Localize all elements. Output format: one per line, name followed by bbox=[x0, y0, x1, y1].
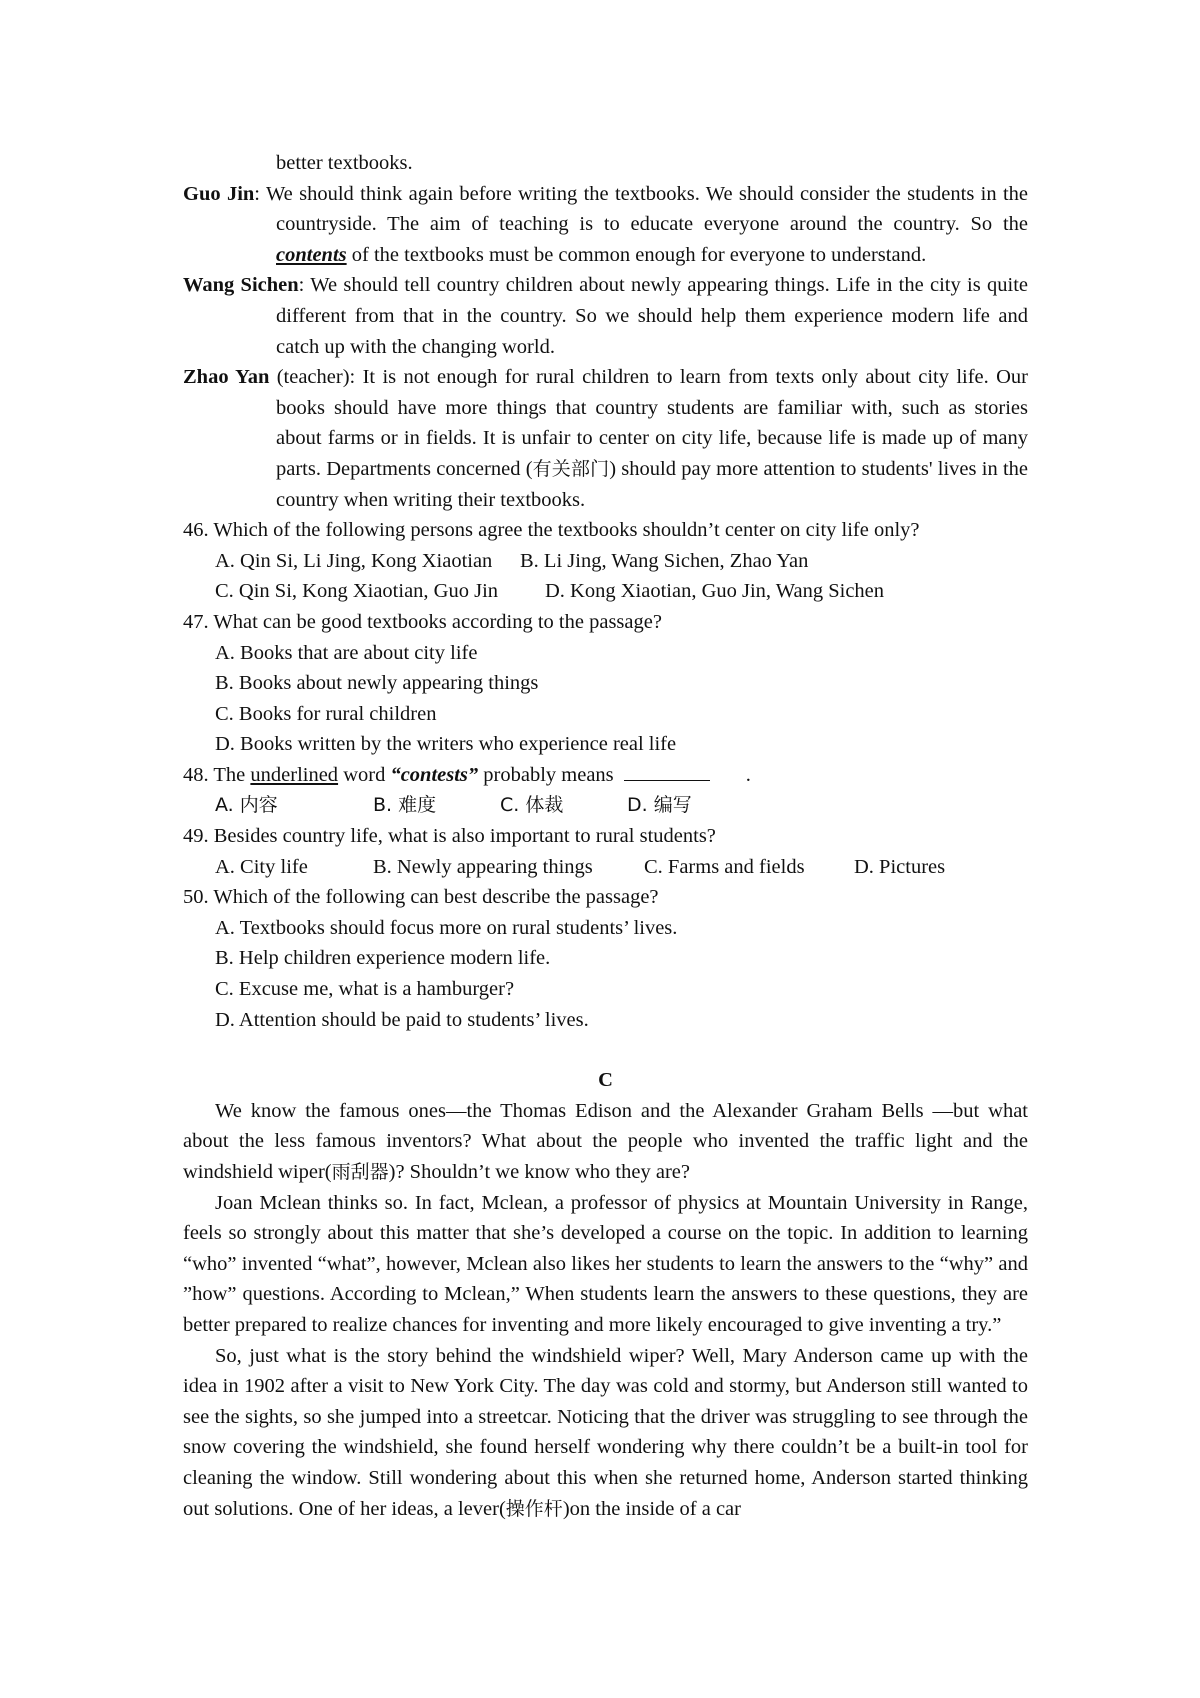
speaker-name: Wang Sichen bbox=[183, 274, 299, 297]
passage-paragraph-2: Joan Mclean thinks so. In fact, Mclean, a professor of physics at Mountain University in Range, feels so strongly about this matter that she’s developed a course on the topic. In addition to learning “who” invented “what”, however, Mclean also likes her students to learn the answers to the “why” and ”how” questions. According to Mclean,” When students learn the answers to these questions, they are better prepared to realize chances for inventing and more likely encouraged to give inventing a try.” bbox=[183, 1191, 1028, 1336]
option-c: C. Excuse me, what is a hamburger? bbox=[215, 978, 515, 1001]
option-c: C. Books for rural children bbox=[215, 702, 437, 725]
option-d: D. Kong Xiaotian, Guo Jin, Wang Sichen bbox=[545, 580, 885, 603]
option-b: B. Help children experience modern life. bbox=[215, 947, 551, 970]
options-46-row2 bbox=[183, 576, 1028, 607]
question-49: 49. Besides country life, what is also important to rural students? bbox=[183, 825, 716, 848]
question-47: 47. What can be good textbooks according to the passage? bbox=[183, 610, 662, 633]
options-48 bbox=[183, 790, 1028, 821]
target-word: “contests” bbox=[390, 763, 479, 786]
options-49 bbox=[183, 852, 1028, 883]
speaker-name: Zhao Yan bbox=[183, 366, 270, 389]
question-46: 46. Which of the following persons agree the textbooks shouldn’t center on city life only? bbox=[183, 519, 920, 542]
option-a: A. Books that are about city life bbox=[215, 641, 478, 664]
speech-text: : We should tell country children about newly appearing things. Life in the city is quite different from that in the country. So we should help them experience modern life and catch up with the changing world. bbox=[276, 274, 1028, 358]
paragraph-text: So, just what is the story behind the windshield wiper? Well, Mary Anderson came up with the idea in 1902 after a visit to New York City. The day was cold and stormy, but Anderson still wanted to see the sights, so she jumped into a streetcar. Noticing that the driver was struggling to see through the snow covering the windshield, she found herself wondering why there couldn’t be a built-in tool for cleaning the window. Still wondering about this when she returned home, Anderson started thinking out solutions. One of her ideas, a lever( bbox=[183, 1344, 1028, 1520]
speech-text-end: of the textbooks must be common enough for everyone to understand. bbox=[346, 243, 927, 266]
question-48-end: . bbox=[745, 763, 751, 786]
chinese-gloss: 操作杆 bbox=[505, 1497, 563, 1520]
passage-paragraph-1 bbox=[183, 1096, 1028, 1188]
emphasized-word: contents bbox=[276, 243, 347, 266]
option-b: B. 难度 bbox=[373, 794, 437, 817]
document-page bbox=[183, 148, 1028, 1524]
speech-text-end: ) should pay more attention to students' lives in the country when writing their textbooks. bbox=[276, 457, 1028, 511]
question-50: 50. Which of the following can best describe the passage? bbox=[183, 886, 659, 909]
passage-paragraph-3 bbox=[183, 1341, 1028, 1525]
option-b: B. Books about newly appearing things bbox=[215, 672, 539, 695]
question-48-prefix: 48. The bbox=[183, 763, 251, 786]
chinese-gloss: 雨刮器 bbox=[331, 1161, 389, 1183]
option-d: D. Pictures bbox=[854, 855, 946, 878]
option-c: C. Farms and fields bbox=[644, 855, 805, 878]
answer-blank bbox=[624, 762, 710, 781]
paragraph-text-end: )on the inside of a car bbox=[562, 1497, 741, 1520]
speech-text: (teacher): It is not enough for rural children to learn from texts only about city life. Our books should have more things that country students are familiar with, such as stories about farms or in fields. It is unfair to center on city life, because life is made up of many parts. Departments concerned ( bbox=[269, 366, 1028, 480]
option-d: D. Attention should be paid to students’ lives. bbox=[215, 1008, 589, 1031]
question-48-suffix: probably means bbox=[478, 763, 614, 786]
underlined-word: underlined bbox=[250, 763, 339, 786]
paragraph-text-end: )? Shouldn’t we know who they are? bbox=[388, 1161, 690, 1183]
option-a: A. 内容 bbox=[215, 794, 278, 817]
option-a: A. Qin Si, Li Jing, Kong Xiaotian bbox=[215, 549, 493, 572]
speech-wang-sichen bbox=[183, 270, 1028, 362]
option-a: A. Textbooks should focus more on rural students’ lives. bbox=[215, 916, 678, 939]
continuation-line: better textbooks. bbox=[276, 152, 413, 174]
options-46-row1 bbox=[183, 546, 1028, 577]
question-48-mid: word bbox=[338, 763, 391, 786]
speech-zhao-yan bbox=[183, 362, 1028, 515]
option-c: C. 体裁 bbox=[500, 794, 564, 817]
option-d: D. Books written by the writers who experience real life bbox=[215, 733, 677, 756]
option-c: C. Qin Si, Kong Xiaotian, Guo Jin bbox=[215, 580, 499, 603]
option-a: A. City life bbox=[215, 855, 308, 878]
section-title: C bbox=[598, 1069, 613, 1092]
speech-guo-jin bbox=[183, 179, 1028, 271]
option-d: D. 编写 bbox=[627, 794, 692, 817]
option-b: B. Newly appearing things bbox=[373, 855, 593, 878]
question-48 bbox=[183, 760, 1028, 791]
paragraph-text: We know the famous ones—the Thomas Edison and the Alexander Graham Bells —but what about the less famous inventors? What about the people who invented the traffic light and the windshield wiper( bbox=[183, 1099, 1028, 1183]
speaker-name: Guo Jin bbox=[183, 182, 255, 205]
chinese-gloss: 有关部门 bbox=[532, 457, 610, 480]
option-b: B. Li Jing, Wang Sichen, Zhao Yan bbox=[520, 549, 809, 572]
speech-text: : We should think again before writing the textbooks. We should consider the students in the countryside. The aim of teaching is to educate everyone around the country. So the bbox=[254, 182, 1028, 236]
